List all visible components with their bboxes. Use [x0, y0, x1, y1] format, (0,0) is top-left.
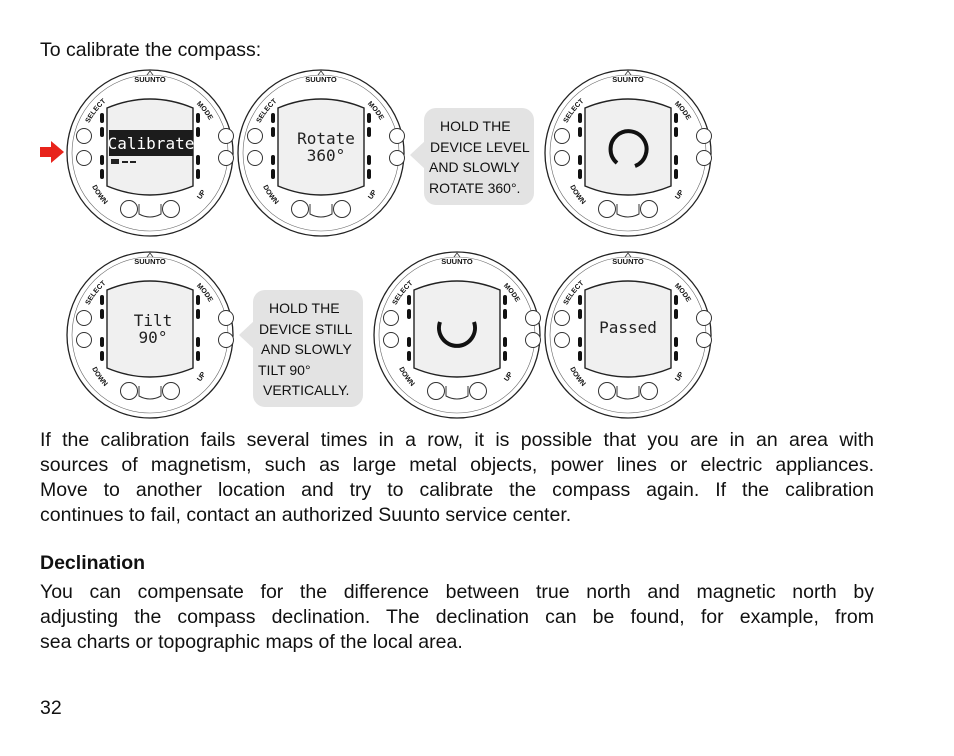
side-button	[555, 129, 570, 144]
bottom-clip	[446, 386, 468, 399]
device-label: MODE	[672, 282, 692, 304]
bezel-marker	[503, 351, 507, 361]
callout-rotate	[424, 108, 534, 205]
down-button	[121, 383, 138, 400]
brand-label: SUUNTO	[305, 75, 337, 84]
callout-line: ROTATE 360°.	[429, 180, 521, 196]
device-label: DOWN	[261, 184, 280, 206]
bezel-marker	[503, 309, 507, 319]
para-line: If the calibration fails several times in a row, it is possible that you are in an area with	[40, 429, 874, 451]
down-button	[292, 201, 309, 218]
bezel-marker	[674, 127, 678, 137]
bezel-marker	[674, 113, 678, 123]
brand-label: SUUNTO	[612, 75, 644, 84]
bezel-marker	[196, 127, 200, 137]
up-button	[641, 383, 658, 400]
side-button	[697, 151, 712, 166]
device-label: DOWN	[397, 366, 416, 388]
side-button	[77, 151, 92, 166]
bezel-marker	[367, 127, 371, 137]
bezel-marker	[578, 127, 582, 137]
brand-label: SUUNTO	[134, 75, 166, 84]
side-button	[384, 311, 399, 326]
side-button	[555, 333, 570, 348]
para-line: Move to another location and try to calibrate the compass again. If the calibration	[40, 479, 874, 501]
bezel-marker	[100, 351, 104, 361]
bottom-clip	[617, 204, 639, 217]
callout-line: AND SLOWLY	[261, 341, 352, 357]
side-button	[219, 311, 234, 326]
bezel-marker	[196, 295, 200, 305]
device-passed	[543, 250, 713, 420]
bottom-clip	[139, 204, 161, 217]
bezel-marker	[578, 337, 582, 347]
bezel-marker	[196, 337, 200, 347]
bezel-marker	[100, 113, 104, 123]
callout-line: TILT 90°	[258, 362, 311, 378]
bezel-marker	[407, 351, 411, 361]
arrow-right-icon	[39, 140, 65, 164]
device-label: UP	[196, 189, 208, 201]
callout-line: DEVICE STILL	[259, 321, 353, 337]
side-button	[77, 333, 92, 348]
callout-line: DEVICE LEVEL	[430, 139, 530, 155]
bezel-marker	[100, 155, 104, 165]
lcd-screen	[414, 281, 500, 377]
device-label: SELECT	[84, 97, 108, 125]
side-button	[77, 129, 92, 144]
bezel-marker	[407, 309, 411, 319]
device-label: MODE	[365, 100, 385, 122]
bezel-marker	[271, 155, 275, 165]
side-button	[219, 151, 234, 166]
side-button	[219, 129, 234, 144]
bezel-marker	[674, 351, 678, 361]
bezel-marker	[271, 169, 275, 179]
bezel-marker	[196, 113, 200, 123]
device-label: UP	[674, 371, 686, 383]
progress-dash	[122, 161, 128, 163]
device-label: SELECT	[84, 279, 108, 307]
lcd-tilt-text: Tilt	[133, 311, 173, 330]
bezel-marker	[100, 309, 104, 319]
device-rotate	[236, 68, 406, 238]
lcd-degrees-text: 90°	[138, 328, 168, 347]
side-button	[390, 129, 405, 144]
page-number: 32	[40, 697, 62, 719]
callout-line: HOLD THE	[440, 118, 511, 134]
device-label: DOWN	[568, 184, 587, 206]
bezel-marker	[196, 309, 200, 319]
bezel-marker	[196, 169, 200, 179]
para-line: You can compensate for the difference between true north and magnetic north by	[40, 581, 874, 603]
device-label: UP	[367, 189, 379, 201]
side-button	[697, 311, 712, 326]
callout-tilt	[253, 290, 363, 407]
bezel-marker	[196, 155, 200, 165]
side-button	[219, 333, 234, 348]
device-label: MODE	[672, 100, 692, 122]
down-button	[428, 383, 445, 400]
bezel-marker	[674, 169, 678, 179]
bottom-clip	[310, 204, 332, 217]
lcd-screen	[585, 99, 671, 195]
up-button	[641, 201, 658, 218]
bezel-marker	[407, 295, 411, 305]
bezel-marker	[100, 169, 104, 179]
bezel-marker	[100, 295, 104, 305]
brand-label: SUUNTO	[612, 257, 644, 266]
up-button	[163, 383, 180, 400]
lcd-degrees-text: 360°	[306, 146, 346, 165]
intro-text: To calibrate the compass:	[40, 39, 262, 61]
callout-tail	[410, 140, 426, 170]
up-button	[470, 383, 487, 400]
bezel-marker	[578, 351, 582, 361]
bezel-marker	[407, 337, 411, 347]
side-button	[555, 311, 570, 326]
device-label: MODE	[194, 100, 214, 122]
bezel-marker	[271, 127, 275, 137]
device-label: DOWN	[90, 184, 109, 206]
bezel-marker	[367, 169, 371, 179]
brand-label: SUUNTO	[441, 257, 473, 266]
para-line: sea charts or topographic maps of the local area.	[40, 631, 463, 653]
up-button	[334, 201, 351, 218]
lcd-calibrate-text: Calibrate	[107, 134, 195, 153]
device-label: SELECT	[391, 279, 415, 307]
down-button	[599, 383, 616, 400]
progress-dash	[130, 161, 136, 163]
device-label: UP	[503, 371, 515, 383]
device-rotating	[543, 68, 713, 238]
callout-line: VERTICALLY.	[263, 382, 350, 398]
bezel-marker	[100, 127, 104, 137]
side-button	[390, 151, 405, 166]
bezel-marker	[271, 113, 275, 123]
device-tilt	[65, 250, 235, 420]
down-button	[599, 201, 616, 218]
side-button	[248, 129, 263, 144]
side-button	[697, 129, 712, 144]
up-button	[163, 201, 180, 218]
para-line: sources of magnetism, such as large metal objects, power lines or electric appliances.	[40, 454, 874, 476]
bezel-marker	[578, 113, 582, 123]
bezel-marker	[578, 295, 582, 305]
bezel-marker	[503, 295, 507, 305]
device-label: SELECT	[562, 97, 586, 125]
para-line: continues to fail, contact an authorized Suunto service center.	[40, 504, 572, 526]
bezel-marker	[674, 337, 678, 347]
lcd-passed-text: Passed	[599, 318, 657, 337]
bezel-marker	[578, 169, 582, 179]
side-button	[248, 151, 263, 166]
bezel-marker	[578, 309, 582, 319]
side-button	[526, 333, 541, 348]
bezel-marker	[100, 337, 104, 347]
down-button	[121, 201, 138, 218]
bezel-marker	[674, 295, 678, 305]
device-label: DOWN	[90, 366, 109, 388]
side-button	[555, 151, 570, 166]
para-line: adjusting the compass declination. The declination can be found, for example, from	[40, 606, 874, 628]
side-button	[384, 333, 399, 348]
bezel-marker	[367, 113, 371, 123]
callout-line: AND SLOWLY	[429, 159, 520, 175]
bezel-marker	[503, 337, 507, 347]
bottom-clip	[139, 386, 161, 399]
side-button	[526, 311, 541, 326]
lcd-rotate-text: Rotate	[297, 129, 355, 148]
callout-line: HOLD THE	[269, 300, 340, 316]
bottom-clip	[617, 386, 639, 399]
device-label: MODE	[501, 282, 521, 304]
device-label: DOWN	[568, 366, 587, 388]
section-heading: Declination	[40, 552, 146, 574]
bezel-marker	[578, 155, 582, 165]
device-label: SELECT	[562, 279, 586, 307]
device-label: UP	[674, 189, 686, 201]
calibration-fail-paragraph	[40, 428, 874, 528]
declination-paragraph	[40, 580, 874, 655]
bezel-marker	[196, 351, 200, 361]
callout-tail	[239, 320, 255, 350]
device-calibrate	[65, 68, 235, 238]
device-label: MODE	[194, 282, 214, 304]
device-tilting	[372, 250, 542, 420]
brand-label: SUUNTO	[134, 257, 166, 266]
side-button	[697, 333, 712, 348]
bezel-marker	[674, 309, 678, 319]
device-label: UP	[196, 371, 208, 383]
bezel-marker	[674, 155, 678, 165]
bezel-marker	[367, 155, 371, 165]
progress-block	[111, 159, 119, 164]
side-button	[77, 311, 92, 326]
device-label: SELECT	[255, 97, 279, 125]
